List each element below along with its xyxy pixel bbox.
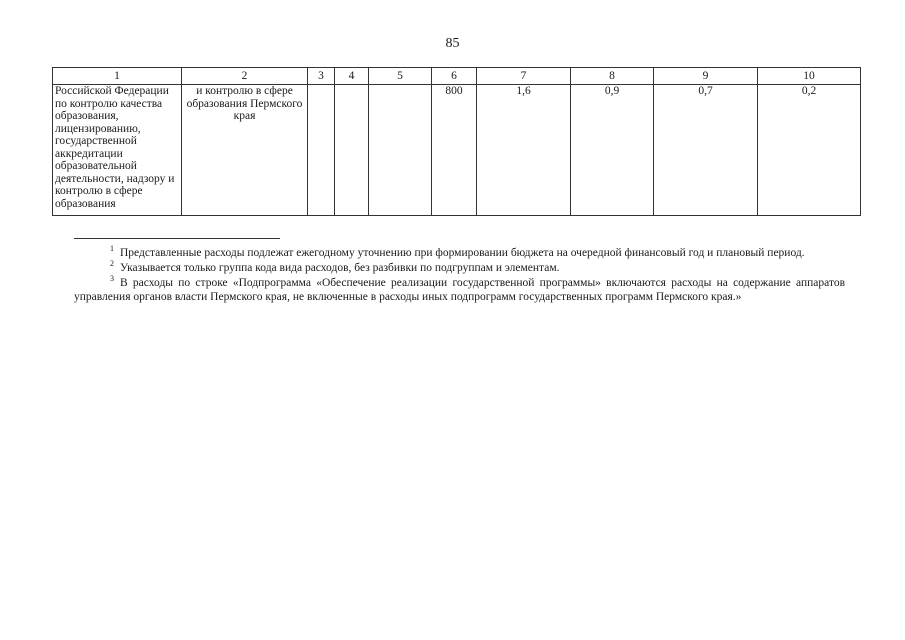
table-cell: и контролю в сфере образования Пермского края bbox=[182, 85, 308, 216]
column-header: 10 bbox=[758, 68, 861, 85]
expense-table bbox=[52, 67, 861, 216]
table-cell: 800 bbox=[432, 85, 477, 216]
table-cell: 1,6 bbox=[477, 85, 571, 216]
page-number: 85 bbox=[445, 36, 460, 51]
footnote-3 bbox=[74, 276, 845, 304]
column-header: 8 bbox=[571, 68, 654, 85]
column-header: 6 bbox=[432, 68, 477, 85]
footnote-2 bbox=[74, 261, 845, 275]
column-header: 9 bbox=[654, 68, 758, 85]
column-header: 4 bbox=[335, 68, 369, 85]
footnote-mark: 3 bbox=[110, 274, 114, 284]
table-header-row bbox=[53, 68, 861, 85]
table-cell bbox=[369, 85, 432, 216]
table-cell: 0,2 bbox=[758, 85, 861, 216]
table-cell: 0,9 bbox=[571, 85, 654, 216]
table-cell: Российской Федерации по контролю качества образования, лицензированию, государственной аккредитации образовательной деятельности, надзору и контролю в сфере образования bbox=[53, 85, 182, 216]
table-cell: 0,7 bbox=[654, 85, 758, 216]
footnote-text: В расходы по строке «Подпрограмма «Обеспечение реализации государственной программы» включаются расходы на содержание аппаратов управления органов власти Пермского края, не включенные в расходы иных подпрограмм государственных программ Пермского края.» bbox=[74, 277, 845, 303]
footnote-1 bbox=[74, 246, 845, 260]
column-header: 7 bbox=[477, 68, 571, 85]
footnotes bbox=[74, 246, 845, 305]
table-row bbox=[53, 85, 861, 216]
table-cell bbox=[308, 85, 335, 216]
footnote-text: Указывается только группа кода вида расходов, без разбивки по подгруппам и элементам. bbox=[120, 262, 560, 274]
column-header: 3 bbox=[308, 68, 335, 85]
footnote-mark: 2 bbox=[110, 259, 114, 269]
column-header: 5 bbox=[369, 68, 432, 85]
footnote-text: Представленные расходы подлежат ежегодному уточнению при формировании бюджета на очередной финансовый год и плановый период. bbox=[120, 247, 805, 259]
footnote-mark: 1 bbox=[110, 244, 114, 254]
table-cell bbox=[335, 85, 369, 216]
column-header: 2 bbox=[182, 68, 308, 85]
footnote-divider bbox=[74, 238, 280, 239]
column-header: 1 bbox=[53, 68, 182, 85]
